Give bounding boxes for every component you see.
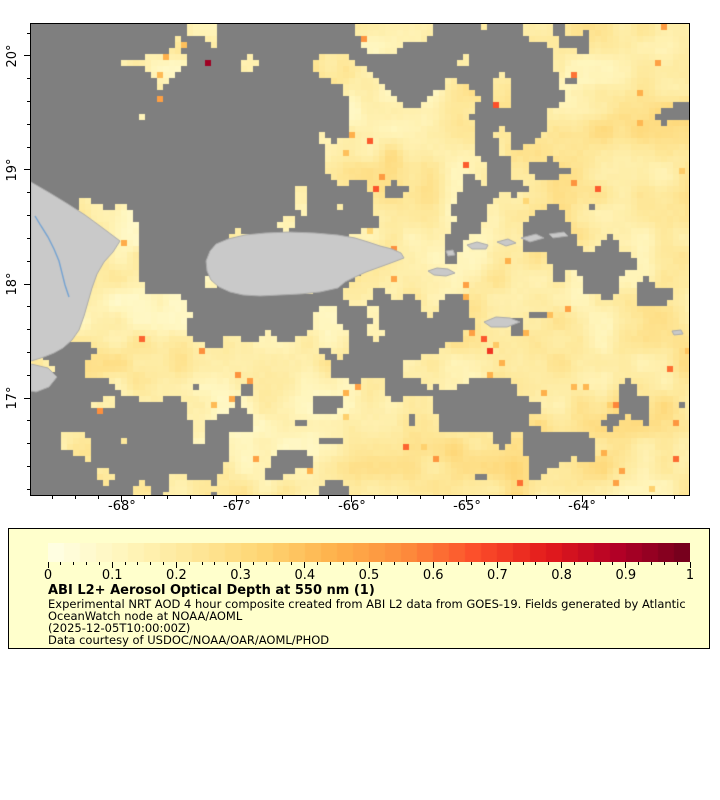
colorbar-minor-tick	[317, 562, 318, 565]
x-axis-minor-tick	[282, 496, 283, 499]
colorbar-minor-tick	[163, 562, 164, 565]
x-axis-minor-tick	[512, 496, 513, 499]
colorbar-minor-tick	[381, 562, 382, 565]
colorbar-tick-label: 0.6	[422, 568, 444, 583]
colorbar-minor-tick	[73, 562, 74, 565]
y-axis-minor-tick	[27, 329, 30, 330]
x-axis-minor-tick	[167, 496, 168, 499]
colorbar-minor-tick	[60, 562, 61, 565]
x-axis-minor-tick	[52, 496, 53, 499]
y-axis-minor-tick	[27, 78, 30, 79]
y-axis-minor-tick	[27, 420, 30, 421]
x-axis-minor-tick	[489, 496, 490, 499]
colorbar-minor-tick	[279, 562, 280, 565]
x-axis-tick-label: -66°	[338, 499, 366, 514]
y-axis-minor-tick	[27, 101, 30, 102]
y-axis-minor-tick	[27, 238, 30, 239]
x-axis-minor-tick	[443, 496, 444, 499]
legend-panel	[8, 528, 710, 649]
colorbar-minor-tick	[664, 562, 665, 565]
x-axis-minor-tick	[536, 496, 537, 499]
colorbar-minor-tick	[574, 562, 575, 565]
colorbar-minor-tick	[394, 562, 395, 565]
y-axis-tick-label: 17°	[5, 386, 20, 410]
colorbar-minor-tick	[330, 562, 331, 565]
aod-map-canvas	[31, 24, 689, 495]
colorbar-minor-tick	[189, 562, 190, 565]
x-axis-minor-tick	[98, 496, 99, 499]
x-axis-minor-tick	[75, 496, 76, 499]
colorbar-minor-tick	[638, 562, 639, 565]
y-axis-major-tick	[24, 55, 30, 56]
x-axis-minor-tick	[628, 496, 629, 499]
x-axis-tick-label: -67°	[223, 499, 251, 514]
colorbar-minor-tick	[125, 562, 126, 565]
legend-timestamp: (2025-12-05T10:00:00Z)	[48, 621, 191, 635]
colorbar-minor-tick	[677, 562, 678, 565]
colorbar-tick-label: 0.1	[101, 568, 123, 583]
colorbar-minor-tick	[458, 562, 459, 565]
y-axis-minor-tick	[27, 261, 30, 262]
y-axis-tick-label: 19°	[5, 158, 20, 182]
colorbar-minor-tick	[343, 562, 344, 565]
y-axis-minor-tick	[27, 215, 30, 216]
x-axis-minor-tick	[259, 496, 260, 499]
legend-description-line1: Experimental NRT AOD 4 hour composite created from ABI L2 data from GOES-19. Fields generated by Atlantic	[48, 597, 686, 611]
y-axis-major-tick	[24, 398, 30, 399]
colorbar-minor-tick	[612, 562, 613, 565]
colorbar-canvas	[48, 543, 690, 562]
colorbar-minor-tick	[99, 562, 100, 565]
colorbar-minor-tick	[446, 562, 447, 565]
x-axis-minor-tick	[605, 496, 606, 499]
colorbar-minor-tick	[356, 562, 357, 565]
y-axis-minor-tick	[27, 443, 30, 444]
map-frame	[30, 23, 690, 496]
colorbar-tick-label: 0.4	[294, 568, 316, 583]
legend-title: ABI L2+ Aerosol Optical Depth at 550 nm (1)	[48, 583, 375, 598]
y-axis-minor-tick	[27, 466, 30, 467]
colorbar-tick-label: 0	[43, 568, 53, 583]
x-axis-minor-tick	[328, 496, 329, 499]
colorbar-minor-tick	[587, 562, 588, 565]
x-axis-tick-label: -64°	[568, 499, 596, 514]
legend-courtesy: Data courtesy of USDOC/NOAA/OAR/AOML/PHOD	[48, 633, 330, 647]
colorbar-minor-tick	[510, 562, 511, 565]
y-axis-tick-label: 20°	[5, 44, 20, 68]
x-axis-minor-tick	[651, 496, 652, 499]
colorbar-minor-tick	[214, 562, 215, 565]
legend-description-line2: OceanWatch node at NOAA/AOML	[48, 609, 243, 623]
x-axis-minor-tick	[213, 496, 214, 499]
colorbar-minor-tick	[548, 562, 549, 565]
colorbar-minor-tick	[600, 562, 601, 565]
colorbar-minor-tick	[535, 562, 536, 565]
x-axis-minor-tick	[305, 496, 306, 499]
colorbar-tick-label: 1	[685, 568, 695, 583]
y-axis-minor-tick	[27, 375, 30, 376]
colorbar-tick-label: 0.2	[166, 568, 187, 583]
y-axis-major-tick	[24, 284, 30, 285]
y-axis-minor-tick	[27, 192, 30, 193]
colorbar-tick-label: 0.9	[615, 568, 637, 583]
colorbar-minor-tick	[253, 562, 254, 565]
colorbar-tick-label: 0.5	[358, 568, 380, 583]
x-axis-minor-tick	[144, 496, 145, 499]
colorbar-minor-tick	[291, 562, 292, 565]
x-axis-minor-tick	[420, 496, 421, 499]
colorbar-minor-tick	[137, 562, 138, 565]
y-axis-minor-tick	[27, 489, 30, 490]
colorbar-tick-label: 0.3	[230, 568, 251, 583]
x-axis-minor-tick	[374, 496, 375, 499]
x-axis-tick-label: -65°	[453, 499, 481, 514]
y-axis-tick-label: 18°	[5, 272, 20, 296]
y-axis-minor-tick	[27, 124, 30, 125]
colorbar-minor-tick	[150, 562, 151, 565]
colorbar-minor-tick	[420, 562, 421, 565]
colorbar-tick-label: 0.8	[551, 568, 572, 583]
y-axis-major-tick	[24, 169, 30, 170]
x-axis-minor-tick	[190, 496, 191, 499]
colorbar-minor-tick	[86, 562, 87, 565]
y-axis-minor-tick	[27, 147, 30, 148]
colorbar-minor-tick	[471, 562, 472, 565]
colorbar-minor-tick	[266, 562, 267, 565]
colorbar-minor-tick	[484, 562, 485, 565]
colorbar-tick-label: 0.7	[487, 568, 508, 583]
colorbar-minor-tick	[651, 562, 652, 565]
y-axis-minor-tick	[27, 352, 30, 353]
x-axis-minor-tick	[397, 496, 398, 499]
colorbar-minor-tick	[227, 562, 228, 565]
colorbar-minor-tick	[202, 562, 203, 565]
colorbar-minor-tick	[407, 562, 408, 565]
y-axis-minor-tick	[27, 33, 30, 34]
x-axis-minor-tick	[674, 496, 675, 499]
x-axis-minor-tick	[559, 496, 560, 499]
x-axis-tick-label: -68°	[108, 499, 136, 514]
y-axis-minor-tick	[27, 306, 30, 307]
colorbar-minor-tick	[523, 562, 524, 565]
